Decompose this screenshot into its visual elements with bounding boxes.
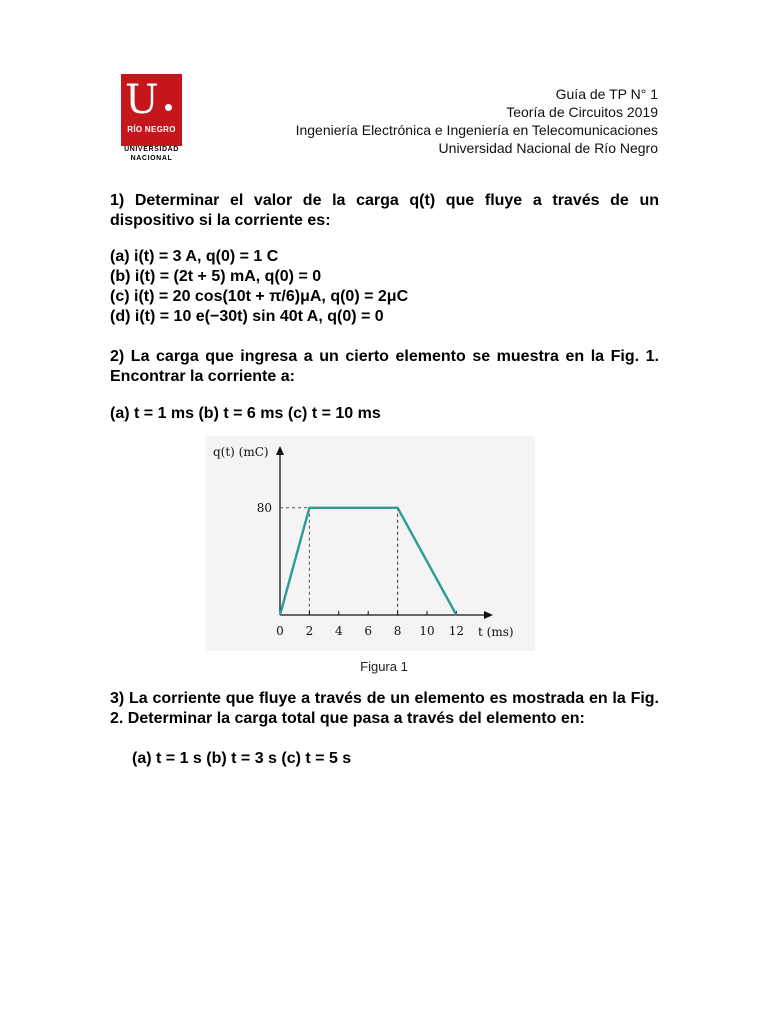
y-axis-label: q(t) (mC) xyxy=(213,445,269,459)
logo-nacional: NACIONAL xyxy=(130,155,173,162)
question-1-part-d: (d) i(t) = 10 e(−30t) sin 40t A, q(0) = 0 xyxy=(110,308,384,325)
x-tick-label: 8 xyxy=(393,624,402,638)
question-1-text: 1) Determinar el valor de la carga q(t) que fluye a través de un dispositivo si la corriente es: xyxy=(110,192,659,229)
header-degree: Ingeniería Electrónica e Ingeniería en Telecomunicaciones xyxy=(295,122,658,138)
x-tick-label: 12 xyxy=(448,624,465,638)
x-tick-label: 2 xyxy=(305,624,314,638)
header-guide-title: Guía de TP N° 1 xyxy=(555,86,658,102)
question-3-text: 3) La corriente que fluye a través de un elemento es mostrada en la Fig. 2. Determinar la carga total que pasa a través del elemento en: xyxy=(110,690,659,727)
logo-universidad: UNIVERSIDAD xyxy=(124,146,179,153)
logo-rio-negro: RÍO NEGRO xyxy=(127,125,176,134)
x-tick-label: 4 xyxy=(334,624,343,638)
x-axis-label: t (ms) xyxy=(478,625,514,639)
document-header xyxy=(296,85,658,157)
question-2-text: 2) La carga que ingresa a un cierto elemento se muestra en la Fig. 1. Encontrar la corriente a: xyxy=(110,348,659,385)
figure-1-chart xyxy=(205,436,535,651)
question-2-parts: (a) t = 1 ms (b) t = 6 ms (c) t = 10 ms xyxy=(110,405,381,422)
header-university: Universidad Nacional de Río Negro xyxy=(438,140,658,156)
logo-letter: U xyxy=(125,77,159,123)
header-course: Teoría de Circuitos 2019 xyxy=(506,104,658,120)
question-1-part-a: (a) i(t) = 3 A, q(0) = 1 C xyxy=(110,248,279,265)
y-tick-label: 80 xyxy=(256,500,272,515)
chart-background xyxy=(205,436,535,651)
question-1-part-b: (b) i(t) = (2t + 5) mA, q(0) = 0 xyxy=(110,268,322,285)
university-logo xyxy=(121,74,182,162)
figure-caption: Figura 1 xyxy=(360,659,408,674)
x-tick-label: 6 xyxy=(364,624,373,638)
x-tick-label: 10 xyxy=(419,624,435,638)
question-1-part-c: (c) i(t) = 20 cos(10t + π/6)μA, q(0) = 2μC xyxy=(110,288,409,305)
question-3-parts: (a) t = 1 s (b) t = 3 s (c) t = 5 s xyxy=(132,750,352,767)
logo-dot xyxy=(165,104,172,111)
x-tick-label: 0 xyxy=(276,624,284,638)
